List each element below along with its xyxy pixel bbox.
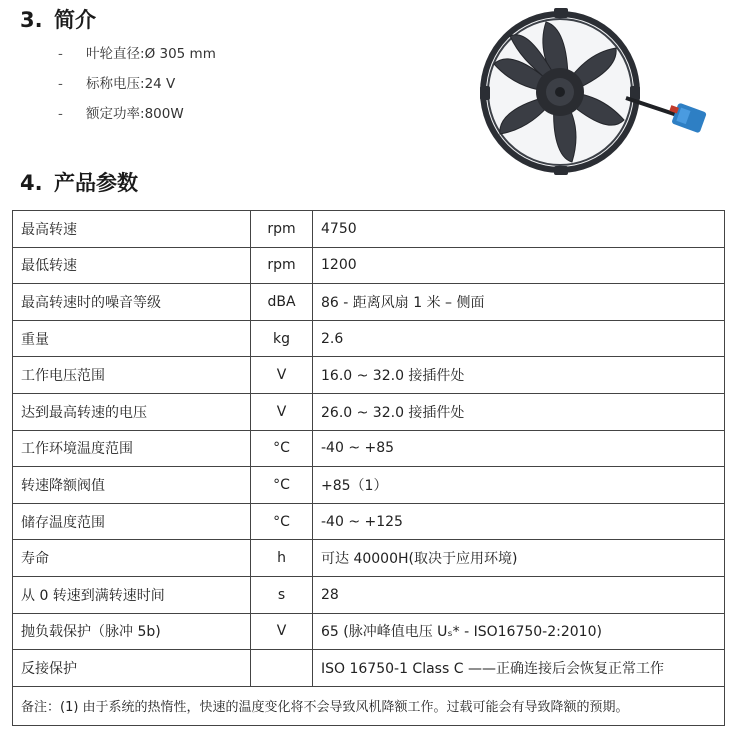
param-unit: s: [251, 576, 313, 613]
param-value: 16.0 ~ 32.0 接插件处: [313, 357, 725, 394]
param-unit: °C: [251, 503, 313, 540]
param-value: ISO 16750-1 Class C ——正确连接后会恢复正常工作: [313, 650, 725, 687]
param-value: 1200: [313, 247, 725, 284]
param-value: 28: [313, 576, 725, 613]
intro-item-power: [58, 104, 216, 134]
table-row: [13, 320, 725, 357]
param-value: 65 (脉冲峰值电压 Uₛ* - ISO16750-2:2010): [313, 613, 725, 650]
table-row: [13, 576, 725, 613]
intro-item-voltage: [58, 74, 216, 104]
param-unit: V: [251, 393, 313, 430]
bullet-dash: -: [58, 76, 63, 92]
param-unit: V: [251, 357, 313, 394]
section-heading: 简介: [54, 8, 96, 32]
param-name: 重量: [13, 320, 251, 357]
param-unit: V: [251, 613, 313, 650]
param-value: -40 ~ +125: [313, 503, 725, 540]
param-name: 最高转速: [13, 211, 251, 248]
intro-label: 叶轮直径:: [86, 46, 145, 62]
param-name: 从 0 转速到满转速时间: [13, 576, 251, 613]
product-params-table: [12, 210, 725, 726]
param-name: 工作环境温度范围: [13, 430, 251, 467]
param-unit: rpm: [251, 247, 313, 284]
fan-icon: [476, 6, 726, 176]
intro-value: 24 V: [144, 76, 176, 92]
param-value: -40 ~ +85: [313, 430, 725, 467]
table-row: [13, 393, 725, 430]
connector-icon: [666, 100, 707, 133]
table-row: [13, 430, 725, 467]
param-unit: °C: [251, 467, 313, 504]
table-row: [13, 650, 725, 687]
section-number: 3.: [20, 8, 43, 32]
section-heading: 产品参数: [54, 171, 138, 195]
param-name: 储存温度范围: [13, 503, 251, 540]
param-name: 达到最高转速的电压: [13, 393, 251, 430]
param-name: 转速降额阀值: [13, 467, 251, 504]
intro-label: 额定功率:: [86, 106, 145, 122]
intro-value: Ø 305 mm: [144, 46, 216, 62]
param-name: 反接保护: [13, 650, 251, 687]
param-name: 最高转速时的噪音等级: [13, 284, 251, 321]
param-name: 寿命: [13, 540, 251, 577]
param-name: 最低转速: [13, 247, 251, 284]
table-note-row: [13, 686, 725, 725]
table-row: [13, 613, 725, 650]
param-unit: °C: [251, 430, 313, 467]
param-unit: dBA: [251, 284, 313, 321]
param-value: 26.0 ~ 32.0 接插件处: [313, 393, 725, 430]
param-value: 86 - 距离风扇 1 米 – 侧面: [313, 284, 725, 321]
intro-value: 800W: [144, 106, 184, 122]
param-unit: rpm: [251, 211, 313, 248]
table-row: [13, 540, 725, 577]
table-row: [13, 467, 725, 504]
section-title-params: [20, 167, 138, 197]
param-value: 4750: [313, 211, 725, 248]
bullet-dash: -: [58, 106, 63, 122]
intro-label: 标称电压:: [86, 76, 145, 92]
param-name: 抛负载保护（脉冲 5b): [13, 613, 251, 650]
intro-list: [58, 44, 216, 134]
param-unit: [251, 650, 313, 687]
table-row: [13, 284, 725, 321]
table-row: [13, 247, 725, 284]
section-title-intro: [20, 4, 96, 34]
param-name: 工作电压范围: [13, 357, 251, 394]
param-value: 可达 40000H(取决于应用环境): [313, 540, 725, 577]
param-value: 2.6: [313, 320, 725, 357]
section-number: 4.: [20, 171, 43, 195]
param-unit: kg: [251, 320, 313, 357]
param-value: +85（1）: [313, 467, 725, 504]
table-row: [13, 503, 725, 540]
table-row: [13, 357, 725, 394]
table-row: [13, 211, 725, 248]
table-note: 备注：(1) 由于系统的热惰性，快速的温度变化将不会导致风机降额工作。过载可能会有导致降额的预期。: [13, 686, 725, 725]
bullet-dash: -: [58, 46, 63, 62]
intro-item-diameter: [58, 44, 216, 74]
param-unit: h: [251, 540, 313, 577]
